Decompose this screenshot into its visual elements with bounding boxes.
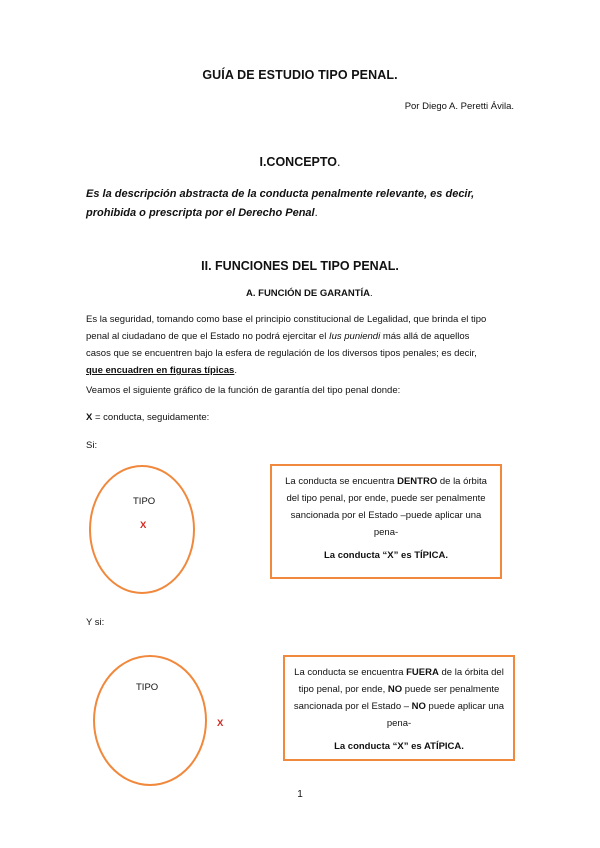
figuras-tipicas-emphasis: que encuadren en figuras típicas: [86, 365, 235, 376]
subsection-a-end: .: [370, 288, 373, 299]
guarantee-paragraph: [86, 311, 518, 379]
paragraph-line-4-end: .: [234, 365, 237, 376]
section-1-heading: [0, 155, 600, 169]
box-2-fuera: FUERA: [406, 667, 439, 678]
paragraph-line-3: casos que se encuentren bajo la esfera de regulación de los diversos tipos penales; es decir,: [86, 348, 477, 359]
case-1-label: Si:: [86, 440, 98, 451]
box-1-dentro: DENTRO: [397, 476, 438, 487]
graphic-intro: Veamos el siguiente gráfico de la función de garantía del tipo penal donde:: [86, 385, 401, 396]
box-2-text-d: puede aplicar una pena-: [386, 701, 505, 729]
box-1-text-b: de la órbita del tipo penal, por ende, puede ser penalmente sancionada por el Estado –puede aplicar una pena-: [286, 476, 487, 538]
paragraph-line-1: Es la seguridad, tomando como base el principio constitucional de Legalidad, que brinda el tipo: [86, 314, 487, 325]
explanation-box-2: [283, 655, 515, 761]
x-symbol: X: [86, 412, 93, 423]
box-2-conclusion: La conducta “X” es ATÍPICA.: [334, 741, 464, 752]
box-2-text-a: La conducta se encuentra: [294, 667, 407, 678]
paragraph-line-2: [86, 328, 518, 345]
box-1-text-a: La conducta se encuentra: [285, 476, 398, 487]
box-2-no-2: NO: [411, 701, 426, 712]
case-2-label: Y si:: [86, 617, 105, 628]
document-title: GUÍA DE ESTUDIO TIPO PENAL.: [202, 68, 398, 82]
author-line: Por Diego A. Peretti Ávila.: [404, 101, 514, 112]
page-number: 1: [297, 789, 303, 800]
box-1-conclusion: La conducta “X” es TÍPICA.: [323, 550, 449, 561]
subsection-a-heading: [246, 288, 373, 299]
section-2-heading: II. FUNCIONES DEL TIPO PENAL.: [201, 259, 399, 273]
paragraph-line-2-a: penal al ciudadano de que el Estado no podrá ejercitar el: [86, 331, 329, 342]
subsection-a-label: A. FUNCIÓN DE GARANTÍA: [246, 288, 371, 299]
section-1-heading-text: I.CONCEPTO: [259, 155, 338, 169]
box-2-no-1: NO: [387, 684, 403, 695]
paragraph-line-2-b: más allá de aquellos: [380, 331, 470, 342]
paragraph-line-4: [86, 362, 518, 379]
concept-definition: [86, 185, 518, 223]
section-1-heading-suffix: .: [337, 155, 341, 169]
tipo-circle-1-label: TIPO: [133, 496, 156, 507]
box-2-text-c: puede ser penalmente sancionada por el Estado –: [293, 684, 500, 712]
box-2-text-b: de la órbita del tipo penal, por ende,: [298, 667, 504, 695]
x-definition-text: = conducta, seguidamente:: [92, 412, 210, 423]
tipo-circle-2-label: TIPO: [136, 682, 159, 693]
definition-text: Es la descripción abstracta de la conducta penalmente relevante, es decir, prohibida o prescripta por el Derecho Penal: [86, 188, 475, 219]
conduct-mark-inside: X: [140, 520, 147, 531]
ius-puniendi-term: Ius puniendi: [328, 331, 381, 342]
explanation-box-1: [270, 464, 502, 579]
x-definition: [86, 412, 209, 423]
definition-end: .: [314, 207, 318, 219]
conduct-mark-outside: X: [217, 718, 224, 729]
tipo-circle-2: [93, 655, 207, 786]
